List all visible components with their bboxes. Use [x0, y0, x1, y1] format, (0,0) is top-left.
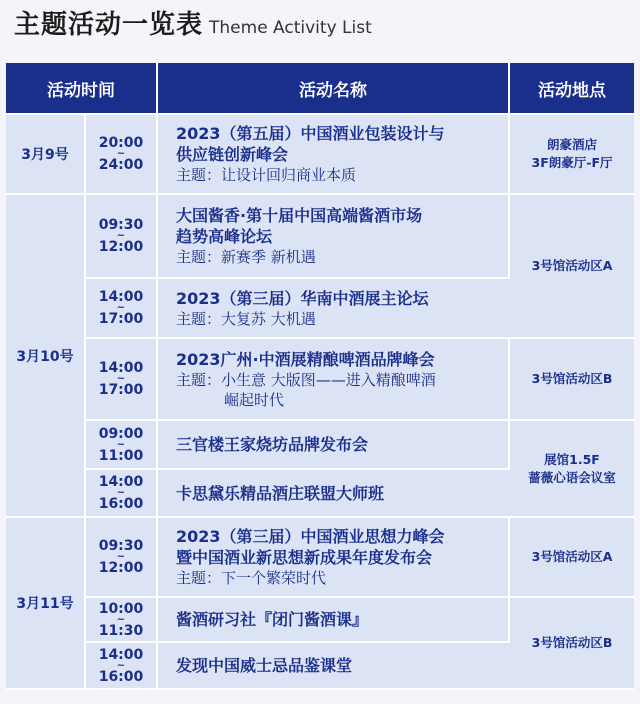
- time-cell: [86, 279, 158, 339]
- event-name-cell: [158, 421, 510, 470]
- time-cell: [86, 598, 158, 643]
- event-theme: 主题：小生意 大版图——进入精酿啤酒: [176, 370, 436, 389]
- event-name-line: 卡思黛乐精品酒庄联盟大师班: [176, 483, 385, 503]
- event-name-line: 三官楼王家烧坊品牌发布会: [176, 435, 369, 454]
- location-cell: [510, 421, 634, 518]
- location-line: 蔷薇心语会议室: [528, 469, 616, 485]
- end-time: 16:00: [98, 668, 144, 685]
- event-name-line: 2023（第三届）中国酒业思想力峰会: [176, 527, 445, 546]
- time-separator: ~: [116, 302, 126, 313]
- title-cn: 主题活动一览表: [14, 10, 204, 40]
- time-separator: ~: [116, 551, 126, 562]
- time-separator: ~: [116, 373, 126, 384]
- time-separator: ~: [116, 613, 126, 625]
- table-row: [6, 339, 634, 421]
- time-cell: [86, 339, 158, 421]
- location-cell: [510, 195, 634, 339]
- header-location: 活动地点: [510, 63, 634, 115]
- event-name-line: 趋势高峰论坛: [176, 227, 273, 246]
- start-time: 09:30: [98, 217, 144, 233]
- location-line: 展馆1.5F: [544, 451, 600, 467]
- event-name-cell: [158, 470, 510, 518]
- time-separator: ~: [116, 230, 126, 241]
- date-cell: 3月9号: [6, 115, 86, 195]
- start-time: 14:00: [98, 289, 144, 305]
- location-line: 3号馆活动区A: [531, 549, 613, 564]
- time-cell: [86, 195, 158, 279]
- event-name-line: 发现中国威士忌品鉴课堂: [176, 656, 353, 675]
- time-cell: [86, 643, 158, 690]
- start-time: 14:00: [98, 360, 144, 376]
- location-line: 3号馆活动区A: [531, 258, 613, 273]
- location-line: 3F朗豪厅-F厅: [531, 155, 613, 170]
- start-time: 20:00: [98, 135, 144, 151]
- page-title: [14, 4, 372, 44]
- start-time: 09:00: [98, 425, 144, 442]
- event-name-cell: [158, 115, 510, 195]
- header-name: 活动名称: [158, 63, 510, 115]
- location-cell: [510, 518, 634, 598]
- event-name-line: 酱酒研习社『闭门酱酒课』: [176, 610, 369, 629]
- event-theme: 主题：大复苏 大机遇: [176, 309, 316, 328]
- location-cell: [510, 598, 634, 690]
- event-theme: 主题：新赛季 新机遇: [176, 248, 316, 266]
- table-header-row: [6, 63, 634, 115]
- time-separator: ~: [116, 659, 126, 671]
- end-time: 17:00: [98, 311, 144, 327]
- event-name-cell: [158, 279, 510, 339]
- event-name-cell: [158, 195, 510, 279]
- location-line: 3号馆活动区B: [531, 371, 613, 386]
- event-name-cell: [158, 518, 510, 598]
- event-name-line: 大国酱香·第十届中国高端酱酒市场: [176, 206, 423, 225]
- time-cell: [86, 470, 158, 518]
- event-name-line: 2023（第三届）华南中酒展主论坛: [176, 288, 429, 308]
- start-time: 14:00: [98, 474, 144, 490]
- table-row: [6, 421, 634, 470]
- event-name-line: 2023（第五届）中国酒业包装设计与: [176, 124, 445, 143]
- event-name-line: 2023广州·中酒展精酿啤酒品牌峰会: [176, 349, 435, 369]
- table-row: [6, 518, 634, 598]
- time-separator: ~: [116, 148, 126, 159]
- date-cell: 3月10号: [6, 195, 86, 518]
- time-separator: ~: [116, 438, 126, 450]
- header-time: 活动时间: [6, 63, 158, 115]
- end-time: 11:00: [98, 447, 144, 464]
- location-line: 朗豪酒店: [546, 137, 597, 152]
- end-time: 12:00: [98, 239, 144, 255]
- time-cell: [86, 115, 158, 195]
- event-name-line: 暨中国酒业新思想新成果年度发布会: [176, 548, 433, 567]
- event-theme: 主题：下一个繁荣时代: [176, 569, 327, 587]
- event-theme-continued: 崛起时代: [224, 390, 285, 409]
- title-en: Theme Activity List: [209, 18, 372, 38]
- date-cell: 3月11号: [6, 518, 86, 690]
- table-row: [6, 195, 634, 279]
- end-time: 24:00: [98, 157, 144, 173]
- event-theme: 主题：让设计回归商业本质: [176, 166, 357, 184]
- end-time: 16:00: [98, 496, 144, 512]
- event-name-line: 供应链创新峰会: [176, 145, 289, 164]
- time-cell: [86, 518, 158, 598]
- end-time: 11:30: [98, 622, 144, 639]
- start-time: 14:00: [98, 646, 144, 663]
- activity-table: [6, 63, 634, 690]
- start-time: 09:30: [98, 538, 144, 554]
- event-name-cell: [158, 339, 510, 421]
- time-separator: ~: [116, 487, 126, 498]
- event-name-cell: [158, 598, 510, 643]
- location-cell: [510, 115, 634, 195]
- location-line: 3号馆活动区B: [531, 635, 613, 650]
- table-row: [6, 598, 634, 643]
- end-time: 12:00: [98, 560, 144, 576]
- table-row: [6, 115, 634, 195]
- end-time: 17:00: [98, 382, 144, 398]
- location-cell: [510, 339, 634, 421]
- event-name-cell: [158, 643, 510, 690]
- time-cell: [86, 421, 158, 470]
- start-time: 10:00: [98, 600, 144, 617]
